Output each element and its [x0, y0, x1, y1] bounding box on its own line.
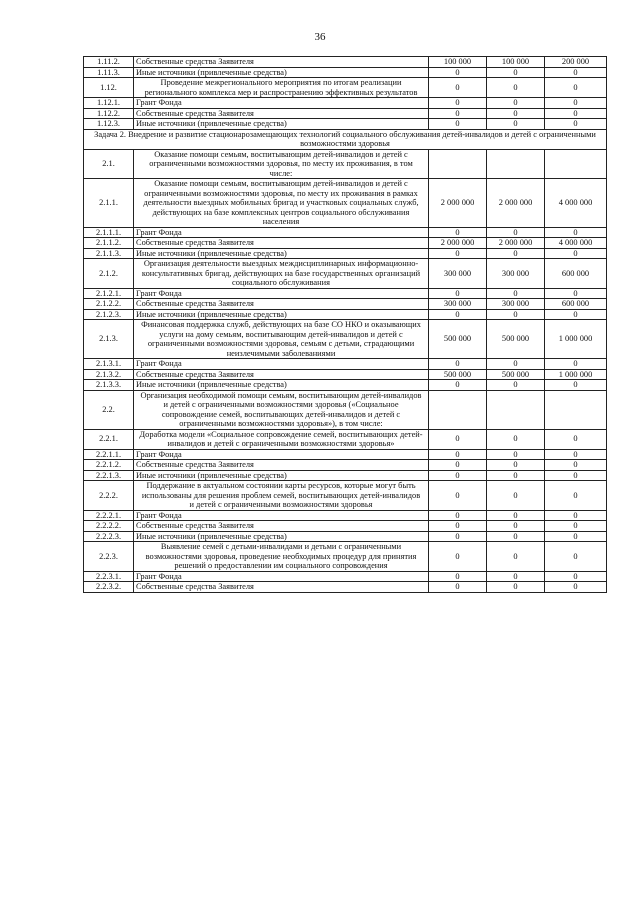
row-number: 1.12. [84, 78, 134, 98]
row-number: 2.1.2.1. [84, 288, 134, 299]
row-item-name: Собственные средства Заявителя [134, 460, 429, 471]
row-number: 2.1.1.2. [84, 238, 134, 249]
row-value-year1: 0 [429, 380, 487, 391]
row-item-name: Собственные средства Заявителя [134, 238, 429, 249]
row-value-year2: 0 [487, 521, 545, 532]
row-value-total: 0 [545, 510, 607, 521]
row-value-year1 [429, 149, 487, 179]
row-value-year2 [487, 390, 545, 429]
row-value-year2: 0 [487, 98, 545, 109]
row-value-year1: 0 [429, 108, 487, 119]
row-number: 2.2.2.2. [84, 521, 134, 532]
row-item-name: Оказание помощи семьям, воспитывающим детей-инвалидов и детей с ограниченными возможностями здоровья, по месту их проживания в рамках деятельности выездных мобильных бригад и участковых социальных служб, действующих на базе комплексных центров социального обслуживания населения [134, 179, 429, 228]
row-value-year2: 0 [487, 542, 545, 572]
row-number: 2.2.1.1. [84, 449, 134, 460]
row-item-name: Выявление семей с детьми-инвалидами и детьми с ограниченными возможностями здоровья, проведение необходимых процедур для принятия решений о предоставлении им социального сопровождения [134, 542, 429, 572]
row-value-year2: 0 [487, 78, 545, 98]
table-row [84, 288, 607, 299]
row-value-year1: 0 [429, 531, 487, 542]
table-row [84, 227, 607, 238]
row-value-year2: 0 [487, 449, 545, 460]
row-value-total: 4 000 000 [545, 238, 607, 249]
row-item-name: Собственные средства Заявителя [134, 521, 429, 532]
row-number: 2.2.2. [84, 481, 134, 511]
row-item-name: Грант Фонда [134, 227, 429, 238]
row-value-year2: 0 [487, 429, 545, 449]
row-number: 2.2. [84, 390, 134, 429]
row-item-name: Грант Фонда [134, 510, 429, 521]
row-value-total: 0 [545, 380, 607, 391]
row-value-year1: 0 [429, 460, 487, 471]
row-value-year2: 0 [487, 571, 545, 582]
row-value-total: 0 [545, 108, 607, 119]
row-value-total: 0 [545, 248, 607, 259]
table-row [84, 248, 607, 259]
row-number: 2.1.1.3. [84, 248, 134, 259]
row-number: 2.1.1.1. [84, 227, 134, 238]
row-value-year1: 300 000 [429, 299, 487, 310]
row-value-year2: 0 [487, 582, 545, 593]
row-value-year2: 0 [487, 460, 545, 471]
row-value-total: 1 000 000 [545, 369, 607, 380]
row-number: 1.12.2. [84, 108, 134, 119]
row-item-name: Оказание помощи семьям, воспитывающим детей-инвалидов и детей с ограниченными возможностями здоровья, по месту их проживания, в том числе: [134, 149, 429, 179]
table-row [84, 57, 607, 68]
row-value-year2: 0 [487, 119, 545, 130]
table-row [84, 380, 607, 391]
row-value-year2: 100 000 [487, 57, 545, 68]
row-number: 2.1.2.2. [84, 299, 134, 310]
row-number: 1.12.3. [84, 119, 134, 130]
row-value-year1: 100 000 [429, 57, 487, 68]
row-value-year2: 500 000 [487, 320, 545, 359]
row-value-total: 0 [545, 582, 607, 593]
row-value-total: 0 [545, 481, 607, 511]
table-row [84, 390, 607, 429]
row-value-year1: 0 [429, 571, 487, 582]
row-value-year1: 0 [429, 248, 487, 259]
row-number: 2.1.1. [84, 179, 134, 228]
row-item-name: Финансовая поддержка служб, действующих на базе СО НКО и оказывающих услуги на дому семьям, воспитывающим детей-инвалидов и детей с ограниченными возможностями здоровья, семьям с детьми, страдающими неизлечимыми заболеваниями [134, 320, 429, 359]
row-value-year1: 0 [429, 429, 487, 449]
table-row [84, 320, 607, 359]
row-item-name: Собственные средства Заявителя [134, 57, 429, 68]
table-row [84, 481, 607, 511]
row-value-year2: 300 000 [487, 259, 545, 289]
row-number: 2.2.1.2. [84, 460, 134, 471]
table-row [84, 67, 607, 78]
row-value-year2: 0 [487, 248, 545, 259]
row-number: 2.1.3.2. [84, 369, 134, 380]
row-value-year2: 0 [487, 108, 545, 119]
row-value-year2: 0 [487, 288, 545, 299]
row-value-year1: 0 [429, 521, 487, 532]
row-value-year1: 0 [429, 67, 487, 78]
row-value-year1: 500 000 [429, 369, 487, 380]
table-row [84, 542, 607, 572]
row-value-total: 0 [545, 429, 607, 449]
row-item-name: Иные источники (привлеченные средства) [134, 67, 429, 78]
row-item-name: Организация деятельности выездных междисциплинарных информационно-консультативных бригад, действующих на базе государственных организаций социального обслуживания [134, 259, 429, 289]
row-item-name: Иные источники (привлеченные средства) [134, 309, 429, 320]
row-value-year1: 0 [429, 582, 487, 593]
row-value-year2: 0 [487, 359, 545, 370]
row-item-name: Собственные средства Заявителя [134, 299, 429, 310]
table-row [84, 238, 607, 249]
row-value-year1: 500 000 [429, 320, 487, 359]
row-number: 2.2.2.1. [84, 510, 134, 521]
row-number: 2.1.2. [84, 259, 134, 289]
row-value-year2: 0 [487, 380, 545, 391]
row-value-year1: 0 [429, 119, 487, 130]
row-value-year2: 0 [487, 309, 545, 320]
row-item-name: Организация необходимой помощи семьям, воспитывающим детей-инвалидов и детей с ограниченными возможностями здоровья («Социальное сопровождение семей, воспитывающих детей-инвалидов и детей с ограниченными возможностями здоровья»), в том числе: [134, 390, 429, 429]
row-value-year1: 0 [429, 510, 487, 521]
row-number: 2.1.3.3. [84, 380, 134, 391]
row-value-year2: 0 [487, 531, 545, 542]
row-value-year2: 0 [487, 510, 545, 521]
table-row [84, 429, 607, 449]
row-value-total: 0 [545, 78, 607, 98]
row-number: 1.11.3. [84, 67, 134, 78]
table-row [84, 259, 607, 289]
row-item-name: Иные источники (привлеченные средства) [134, 531, 429, 542]
task-row [84, 129, 607, 149]
row-value-year1: 0 [429, 78, 487, 98]
row-value-total: 0 [545, 571, 607, 582]
row-value-total: 0 [545, 521, 607, 532]
row-number: 1.12.1. [84, 98, 134, 109]
row-number: 2.2.2.3. [84, 531, 134, 542]
row-value-year1: 0 [429, 542, 487, 572]
table-row [84, 108, 607, 119]
row-value-total [545, 149, 607, 179]
row-item-name: Собственные средства Заявителя [134, 108, 429, 119]
row-value-total: 1 000 000 [545, 320, 607, 359]
row-value-total: 0 [545, 98, 607, 109]
row-value-year1: 300 000 [429, 259, 487, 289]
row-item-name: Грант Фонда [134, 288, 429, 299]
row-value-year1: 0 [429, 449, 487, 460]
row-value-total: 0 [545, 449, 607, 460]
row-value-total: 0 [545, 309, 607, 320]
budget-table-body [84, 57, 607, 593]
row-item-name: Грант Фонда [134, 571, 429, 582]
row-number: 2.2.3.1. [84, 571, 134, 582]
row-value-total: 600 000 [545, 299, 607, 310]
row-number: 2.1. [84, 149, 134, 179]
row-value-total: 4 000 000 [545, 179, 607, 228]
row-value-year1: 2 000 000 [429, 179, 487, 228]
row-item-name: Собственные средства Заявителя [134, 369, 429, 380]
row-number: 1.11.2. [84, 57, 134, 68]
row-value-year2: 500 000 [487, 369, 545, 380]
row-number: 2.2.3. [84, 542, 134, 572]
row-value-year1: 2 000 000 [429, 238, 487, 249]
table-row [84, 149, 607, 179]
table-row [84, 571, 607, 582]
table-row [84, 179, 607, 228]
row-value-total: 0 [545, 359, 607, 370]
row-value-total: 200 000 [545, 57, 607, 68]
table-row [84, 449, 607, 460]
row-value-total: 0 [545, 288, 607, 299]
row-value-total: 0 [545, 119, 607, 130]
row-value-year2: 300 000 [487, 299, 545, 310]
table-row [84, 78, 607, 98]
row-value-year1: 0 [429, 359, 487, 370]
table-row [84, 119, 607, 130]
row-value-year1: 0 [429, 309, 487, 320]
table-row [84, 582, 607, 593]
row-value-total: 600 000 [545, 259, 607, 289]
table-row [84, 470, 607, 481]
row-value-total: 0 [545, 460, 607, 471]
row-value-year2: 2 000 000 [487, 238, 545, 249]
task-heading: Задача 2. Внедрение и развитие стационарозамещающих технологий социального обслуживания детей-инвалидов и детей с ограниченными возможностями здоровья [84, 129, 607, 149]
table-row [84, 521, 607, 532]
row-item-name: Грант Фонда [134, 449, 429, 460]
row-value-total: 0 [545, 531, 607, 542]
table-row [84, 299, 607, 310]
row-number: 2.2.3.2. [84, 582, 134, 593]
row-number: 2.1.3. [84, 320, 134, 359]
table-row [84, 531, 607, 542]
row-number: 2.2.1. [84, 429, 134, 449]
row-value-total [545, 390, 607, 429]
budget-table [83, 56, 607, 593]
row-value-year1 [429, 390, 487, 429]
table-row [84, 309, 607, 320]
table-row [84, 98, 607, 109]
row-item-name: Иные источники (привлеченные средства) [134, 119, 429, 130]
row-value-year2: 0 [487, 67, 545, 78]
row-value-year1: 0 [429, 98, 487, 109]
row-value-total: 0 [545, 470, 607, 481]
row-value-total: 0 [545, 227, 607, 238]
row-item-name: Проведение межрегионального мероприятия по итогам реализации регионального комплекса мер и распространению эффективных результатов [134, 78, 429, 98]
row-item-name: Иные источники (привлеченные средства) [134, 248, 429, 259]
row-item-name: Грант Фонда [134, 98, 429, 109]
row-value-year1: 0 [429, 288, 487, 299]
row-value-year1: 0 [429, 481, 487, 511]
row-value-year2 [487, 149, 545, 179]
page-number: 36 [314, 31, 326, 43]
row-value-year2: 0 [487, 227, 545, 238]
table-row [84, 460, 607, 471]
row-value-total: 0 [545, 67, 607, 78]
row-item-name: Собственные средства Заявителя [134, 582, 429, 593]
table-row [84, 359, 607, 370]
row-number: 2.2.1.3. [84, 470, 134, 481]
table-row [84, 369, 607, 380]
row-value-year1: 0 [429, 470, 487, 481]
row-item-name: Поддержание в актуальном состоянии карты ресурсов, которые могут быть использованы для решения проблем семей, воспитывающих детей-инвалидов и детей с ограниченными возможностями здоровья [134, 481, 429, 511]
row-value-year2: 0 [487, 481, 545, 511]
row-item-name: Иные источники (привлеченные средства) [134, 380, 429, 391]
row-value-year2: 2 000 000 [487, 179, 545, 228]
row-number: 2.1.3.1. [84, 359, 134, 370]
row-value-year1: 0 [429, 227, 487, 238]
table-row [84, 510, 607, 521]
row-value-year2: 0 [487, 470, 545, 481]
row-item-name: Иные источники (привлеченные средства) [134, 470, 429, 481]
row-item-name: Доработка модели «Социальное сопровождение семей, воспитывающих детей-инвалидов и детей с ограниченными возможностями здоровья» [134, 429, 429, 449]
row-item-name: Грант Фонда [134, 359, 429, 370]
row-number: 2.1.2.3. [84, 309, 134, 320]
row-value-total: 0 [545, 542, 607, 572]
